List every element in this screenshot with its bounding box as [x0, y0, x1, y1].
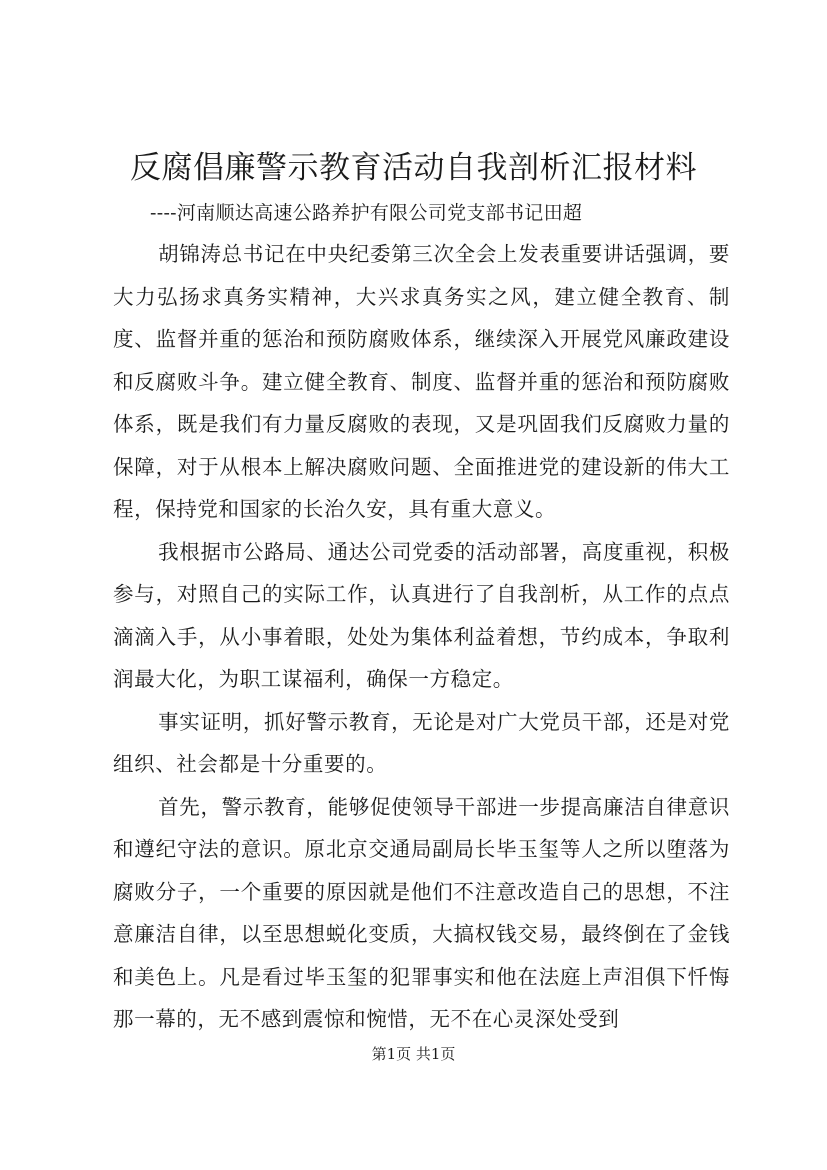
body-paragraph: 首先，警示教育，能够促使领导干部进一步提高廉洁自律意识和遵纪守法的意识。原北京交通局副局长毕玉玺等人之所以堕落为腐败分子，一个重要的原因就是他们不注意改造自己的思想，不注意廉洁自律，以至思想蜕化变质，大搞权钱交易，最终倒在了金钱和美色上。凡是看过毕玉玺的犯罪事实和他在法庭上声泪俱下忏悔那一幕的，无不感到震惊和惋惜，无不在心灵深处受到 — [113, 794, 730, 1031]
page-number-footer: 第1页 共1页 — [371, 1045, 456, 1063]
body-paragraph: 我根据市公路局、通达公司党委的活动部署，高度重视，积极参与，对照自己的实际工作，认真进行了自我剖析，从工作的点点滴滴入手，从小事着眼，处处为集体利益着想，节约成本，争取利润最大化，为职工谋福利，确保一方稳定。 — [113, 539, 730, 691]
body-paragraph: 事实证明，抓好警示教育，无论是对广大党员干部，还是对党组织、社会都是十分重要的。 — [113, 709, 730, 776]
document-title: 反腐倡廉警示教育活动自我剖析汇报材料 — [130, 150, 697, 186]
body-paragraph: 胡锦涛总书记在中央纪委第三次全会上发表重要讲话强调，要大力弘扬求真务实精神，大兴求真务实之风，建立健全教育、制度、监督并重的惩治和预防腐败体系，继续深入开展党风廉政建设和反腐败斗争。建立健全教育、制度、监督并重的惩治和预防腐败体系，既是我们有力量反腐败的表现，又是巩固我们反腐败力量的保障，对于从根本上解决腐败问题、全面推进党的建设新的伟大工程，保持党和国家的长治久安，具有重大意义。 — [113, 242, 730, 521]
document-body — [113, 233, 730, 1041]
document-author-line: ----河南顺达高速公路养护有限公司党支部书记田超 — [150, 202, 583, 224]
